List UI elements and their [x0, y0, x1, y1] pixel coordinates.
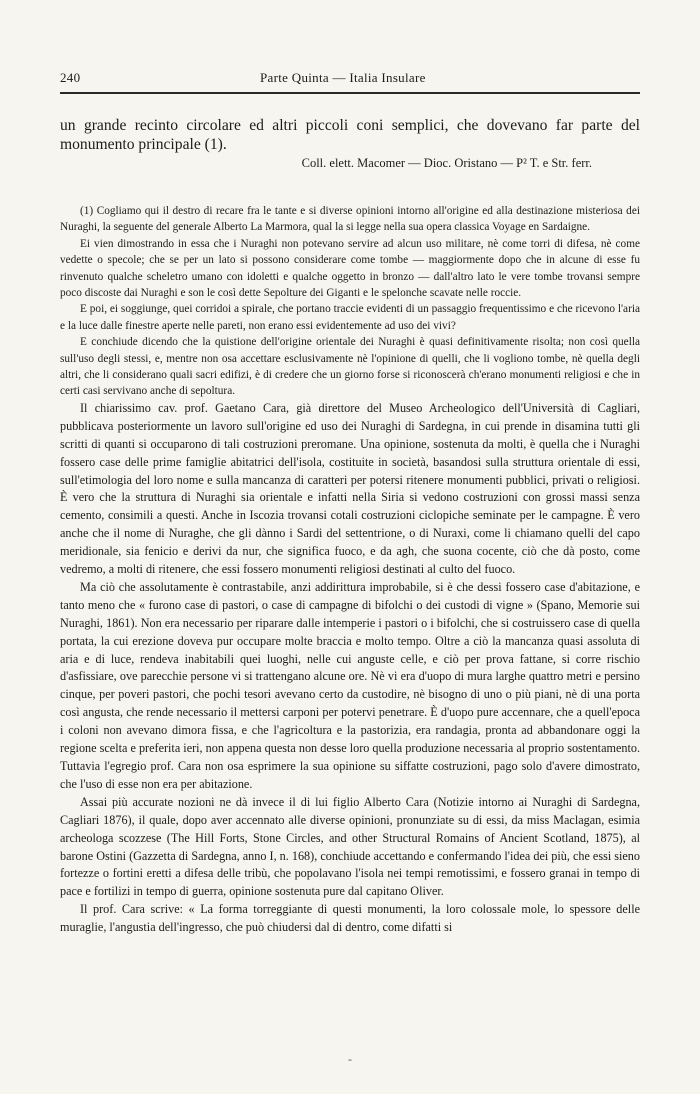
body-paragraph: Ma ciò che assolutamente è contrastabile, anzi addirittura improbabile, si è che dessi fossero case d'abitazione, e tanto meno che « furono case di pastori, o case di campagne di bifolchi o dei custodi di vigne » (Spano, Memorie sui Nuraghi, 1861). Non era necessario per riparare dalle intemperie i pastori o i bifolchi, che si costruissero case di quella portata, la cui erezione doveva pur occupare molte braccia e molto tempo. Oltre a ciò la mancanza quasi assoluta di aria e di luce, rendeva inabitabili quei luoghi, nelle cui anguste celle, e ciò per prova fattane, si corre rischio d'asfissiare, ove parecchie persone vi si trattengano alcune ore. Nè vi era d'uopo di mura larghe quattro metri e persino cinque, per poveri pastori, che pochi tesori avevano certo da custodire, nè bisogno di uno o più piani, nè di una porta così angusta, che rende necessario il mettersi carponi per potervi penetrare. È d'uopo pure accennare, che a quell'epoca i coloni non avevano dimora fissa, e che l'agricoltura e la pastorizia, era randagia, pronta ad abbandonare oggi la regione scelta e preferita ieri, non appena questa non desse loro quella produzione necessaria al proprio sostentamento. Tuttavia l'egregio prof. Cara non osa esprimere la sua opinione su siffatte costruzioni, pago solo d'avere dimostrato, che l'uso di esse non era per abitazione. — [60, 579, 640, 791]
footnote-paragraph: Ei vien dimostrando in essa che i Nuraghi non potevano servire ad alcun uso militare, nè come torri di difesa, nè come vedette o specole; che se per un lato si possono considerare come tombe — maggiormente dopo che in alcune di esse fu rinvenuto qualche scheletro umano con idoletti e qualche oggetto in bronzo — dall'altro lato le vere tombe trovansi sempre poco discoste dai Nuraghi e son le così dette Sepolture dei Giganti e le spelonche scavate nelle roccie. — [60, 237, 640, 300]
page-content — [60, 116, 640, 937]
folio-mark: - — [348, 1052, 352, 1066]
page-number: 240 — [60, 70, 81, 85]
main-text — [60, 400, 640, 937]
footnote-paragraph: (1) Cogliamo qui il destro di recare fra le tante e si diverse opinioni intorno all'origine ed alla destinazione misteriosa dei Nuraghi, la seguente del generale Alberto La Marmora, qual la si legge nella sua opera classica Voyage en Sardaigne. — [60, 205, 640, 234]
running-title: Parte Quinta — Italia Insulare — [260, 70, 426, 85]
lead-paragraph: un grande recinto circolare ed altri piccoli coni semplici, che dovevano far parte del monumento principale (1). — [60, 117, 640, 153]
location-line: Coll. elett. Macomer — Dioc. Oristano — P² T. e Str. ferr. — [301, 156, 592, 170]
footnote-paragraph: E conchiude dicendo che la quistione dell'origine orientale dei Nuraghi è quasi definitivamente risolta; non così quella sull'uso degli stessi, e, mentre non osa accettare esclusivamente nè l'opinione di quelli, che li vogliono tombe, nè quella degli altri, che li considerano quali sacri edifizi, è di credere che un giorno forse si riconoscerà ch'erano monumenti religiosi e che in certi casi servivano anche di sepoltura. — [60, 336, 640, 398]
page-header — [60, 62, 640, 94]
body-paragraph: Il chiarissimo cav. prof. Gaetano Cara, già direttore del Museo Archeologico dell'Università di Cagliari, pubblicava posteriormente un lavoro sull'origine ed uso dei Nuraghi di Sardegna, in cui prende in disamina tutti gli scritti di quanti si occuparono di tali costruzioni preromane. Una opinione, sostenuta da molti, è quella che i Nuraghi fossero case delle prime famiglie abitatrici dell'isola, costituite in società, basandosi sulla struttura orientale di essi, sull'etimologia del loro nome e sulla mancanza di caratteri per potersi ritenere monumenti pubblici, privati o religiosi. È vero che la struttura di Nuraghi sia orientale e infatti nella Siria si vedono costruzioni con grossi massi senza cemento, consimili a questi. Anche in Iscozia trovansi cotali costruzioni ciclopiche seminate per le campagne. È vero anche che il nome di Nuraghe, che gli dànno i Sardi del settentrione, o di Nuraxi, come li chiamano quelli del capo meridionale, sia fenicio e derivi da nur, che significa fuoco, e da agh, che suona cocente, ciò che dà posto, come vedremo, a molti di ritenere, che essi fossero monumenti religiosi destinati al culto del fuoco. — [60, 400, 640, 577]
body-paragraph: Il prof. Cara scrive: « La forma torreggiante di questi monumenti, la loro colossale mole, lo spessore delle muraglie, l'angustia dell'ingresso, che può chiudersi dal di dentro, come difatti si — [60, 902, 640, 935]
footnote-paragraph: E poi, ei soggiunge, quei corridoi a spirale, che portano traccie evidenti di un passaggio frequentissimo e che ricevono l'aria e la luce dalle finestre aperte nelle pareti, non erano essi evidentemente ad uso dei vivi? — [60, 303, 640, 332]
footnote-block — [60, 203, 640, 400]
body-paragraph: Assai più accurate nozioni ne dà invece il di lui figlio Alberto Cara (Notizie intorno ai Nuraghi di Sardegna, Cagliari 1876), il quale, dopo aver accennato alle diverse opinioni, pronunziate su di essi, da miss Maclagan, esimia archeologa scozzese (The Hill Forts, Stone Circles, and other Structural Romains of Ancient Scotland, 1875), al barone Ostini (Gazzetta di Sardegna, anno I, n. 168), conchiude accettando e confermando l'idea dei più, che essi sieno fortezze o fortini eretti a difesa delle tribù, che popolavano l'isola nei tempi remotissimi, e fossero granai in tempo di pace e fortilizi in tempo di guerra, opinione sostenuta pure dal capitano Oliver. — [60, 794, 640, 899]
